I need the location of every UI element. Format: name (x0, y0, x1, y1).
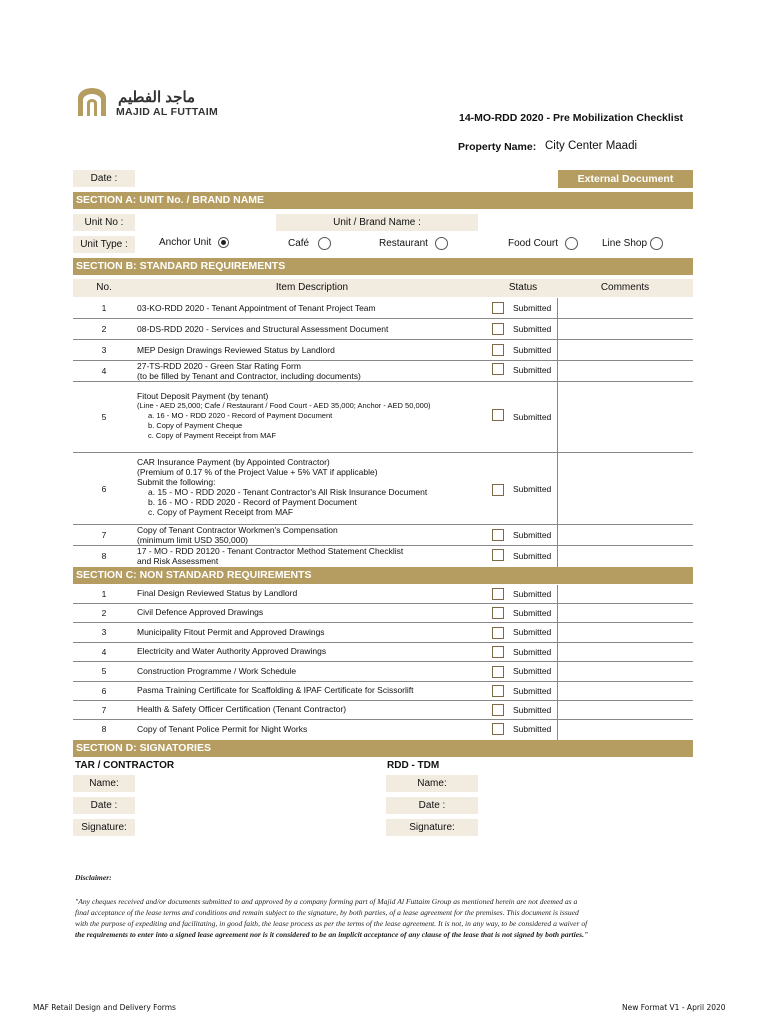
unit-type-food-court[interactable] (508, 237, 578, 250)
table-row: 2 Civil Defence Approved Drawings Submitted (73, 604, 693, 623)
contractor-signature-field[interactable] (137, 819, 337, 836)
status-text: Submitted (513, 484, 552, 494)
table-row: 6 Pasma Training Certificate for Scaffolding & IPAF Certificate for Scissorlift Submitted (73, 682, 693, 701)
radio-line-shop-icon[interactable] (650, 237, 663, 250)
unit-type-restaurant[interactable] (379, 237, 448, 250)
item-description: 17 - MO - RDD 20120 - Tenant Contractor Method Statement Checklist (137, 546, 404, 556)
status-text: Submitted (513, 530, 552, 540)
column-header-description: Item Description (275, 282, 349, 293)
table-row: 5 Construction Programme / Work Schedule Submitted (73, 662, 693, 682)
status-checkbox[interactable] (492, 484, 504, 496)
table-row: 8 17 - MO - RDD 20120 - Tenant Contractor Method Statement Checklist and Risk Assessment Submitted (73, 546, 693, 567)
item-description: Fitout Deposit Payment (by tenant) (137, 391, 269, 401)
date-field[interactable] (137, 170, 337, 187)
item-description-submit: Submit the following: (137, 477, 216, 487)
disclaimer-line: the requirements to enter into a signed lease agreement nor is it considered to be an implicit acceptance of any clause of the lease that is not signed by both parties." (75, 930, 589, 939)
column-header-comments: Comments (600, 282, 650, 293)
disclaimer-title: Disclaimer: (75, 873, 112, 882)
item-description: Copy of Tenant Police Permit for Night Works (137, 724, 308, 734)
table-row: 4 Electricity and Water Authority Approved Drawings Submitted (73, 643, 693, 662)
table-row: 1 03-KO-RDD 2020 - Tenant Appointment of Tenant Project Team Submitted (73, 298, 693, 319)
item-sub-a: a. 15 - MO - RDD 2020 - Tenant Contractor's All Risk Insurance Document (148, 487, 428, 497)
item-description: MEP Design Drawings Reviewed Status by Landlord (137, 345, 335, 355)
contractor-name-label: Name: (73, 775, 135, 792)
status-checkbox[interactable] (492, 549, 504, 561)
item-description: 27-TS-RDD 2020 - Green Star Rating Form (137, 361, 301, 371)
status-checkbox[interactable] (492, 588, 504, 600)
item-description: CAR Insurance Payment (by Appointed Contractor) (137, 457, 330, 467)
unit-type-anchor-label: Anchor Unit (159, 237, 212, 249)
disclaimer-line: with the purpose of expediting and facilitating, in good faith, the lease process as per the terms of the lease agreement. It is not, in any way, to be considered a waiver of (75, 919, 588, 928)
column-header-no: No. (96, 282, 112, 293)
logo-mark-icon (76, 88, 108, 118)
item-description-note: (Premium of 0.17 % of the Project Value + 5% VAT if applicable) (137, 467, 378, 477)
item-description-note: and Risk Assessment (137, 556, 219, 566)
section-c-header: SECTION C: NON STANDARD REQUIREMENTS (73, 567, 693, 584)
status-checkbox[interactable] (492, 646, 504, 658)
status-text: Submitted (513, 686, 552, 696)
property-label: Property Name: (458, 141, 537, 153)
rdd-signature-label: Signature: (386, 819, 478, 836)
status-checkbox[interactable] (492, 666, 504, 678)
section-d-header: SECTION D: SIGNATORIES (73, 740, 693, 757)
item-description: Construction Programme / Work Schedule (137, 666, 297, 676)
status-text: Submitted (513, 666, 552, 676)
status-checkbox[interactable] (492, 627, 504, 639)
status-text: Submitted (513, 324, 552, 334)
status-checkbox[interactable] (492, 607, 504, 619)
item-description: Electricity and Water Authority Approved Drawings (137, 646, 327, 656)
unit-type-cafe-label: Café (288, 238, 310, 250)
rdd-name-label: Name: (386, 775, 478, 792)
rdd-signature-field[interactable] (480, 819, 693, 836)
table-row: 7 Copy of Tenant Contractor Workmen's Compensation (minimum limit USD 350,000) Submitted (73, 525, 693, 546)
status-text: Submitted (513, 551, 552, 561)
item-description-note: (minimum limit USD 350,000) (137, 535, 248, 545)
unit-type-label: Unit Type : (73, 236, 135, 253)
unit-type-line-shop-label: Line Shop (602, 238, 648, 250)
unit-no-field[interactable] (137, 214, 272, 231)
form-title: 14-MO-RDD 2020 - Pre Mobilization Checklist (459, 112, 684, 124)
status-text: Submitted (513, 647, 552, 657)
disclaimer-line: "Any cheques received and/or documents submitted to and approved by a company forming part of Majid Al Futtaim Group as mentioned herein are not deemed as a (75, 897, 578, 906)
section-b-header: SECTION B: STANDARD REQUIREMENTS (73, 258, 693, 275)
unit-type-anchor[interactable] (159, 237, 229, 248)
contractor-signature-label: Signature: (73, 819, 135, 836)
unit-no-label: Unit No : (73, 214, 135, 231)
brand-name-label: Unit / Brand Name : (276, 214, 478, 231)
item-description: Final Design Reviewed Status by Landlord (137, 588, 298, 598)
item-description-note: (to be filled by Tenant and Contractor, including documents) (137, 371, 361, 381)
date-label: Date : (73, 170, 135, 187)
status-checkbox[interactable] (492, 685, 504, 697)
status-text: Submitted (513, 345, 552, 355)
brand-name-field[interactable] (480, 214, 693, 231)
item-description: 03-KO-RDD 2020 - Tenant Appointment of Tenant Project Team (137, 303, 376, 313)
external-document-badge: External Document (558, 170, 693, 188)
item-description: Municipality Fitout Permit and Approved Drawings (137, 627, 325, 637)
status-checkbox[interactable] (492, 323, 504, 335)
table-row: 3 MEP Design Drawings Reviewed Status by Landlord Submitted (73, 340, 693, 361)
item-sub-b: b. Copy of Payment Cheque (148, 421, 243, 430)
rdd-date-field[interactable] (480, 797, 693, 814)
item-sub-b: b. 16 - MO - RDD 2020 - Record of Payment Document (148, 497, 357, 507)
item-description: Civil Defence Approved Drawings (137, 607, 264, 617)
status-checkbox[interactable] (492, 723, 504, 735)
property-value: City Center Maadi (545, 140, 638, 152)
status-checkbox[interactable] (492, 344, 504, 356)
radio-restaurant-icon[interactable] (435, 237, 448, 250)
item-sub-c: c. Copy of Payment Receipt from MAF (148, 431, 276, 440)
disclaimer-line: final acceptance of the lease terms and conditions and remain subject to the signature, by both parties, of a lease agreement for the premises. This document is issued (75, 908, 579, 917)
section-a-header: SECTION A: UNIT No. / BRAND NAME (73, 192, 693, 209)
company-logo (76, 88, 236, 118)
rdd-heading: RDD - TDM (387, 760, 440, 771)
unit-type-cafe[interactable] (288, 237, 331, 250)
item-description: Copy of Tenant Contractor Workmen's Compensation (137, 525, 338, 535)
item-sub-c: c. Copy of Payment Receipt from MAF (148, 507, 294, 517)
status-checkbox[interactable] (492, 704, 504, 716)
table-row: 5 Fitout Deposit Payment (by tenant) (Line - AED 25,000; Cafe / Restaurant / Food Court - AED 35,000; Anchor - AED 50,000) a. 16 - MO - RDD 2020 - Record of Payment Document b. Copy of Payment Cheque c. Copy of Payment Receipt from MAF Submitted (73, 382, 693, 453)
table-header-row (73, 279, 693, 297)
table-row: 1 Final Design Reviewed Status by Landlord Submitted (73, 585, 693, 604)
status-text: Submitted (513, 627, 552, 637)
contractor-heading: TAR / CONTRACTOR (75, 760, 175, 771)
status-text: Submitted (513, 705, 552, 715)
footer-right: New Format V1 - April 2020 (622, 1003, 726, 1012)
status-text: Submitted (513, 412, 552, 422)
radio-food-court-icon[interactable] (565, 237, 578, 250)
table-row: 4 27-TS-RDD 2020 - Green Star Rating Form (to be filled by Tenant and Contractor, including documents) Submitted (73, 361, 693, 382)
table-row: 3 Municipality Fitout Permit and Approved Drawings Submitted (73, 623, 693, 643)
unit-type-food-court-label: Food Court (508, 238, 559, 250)
rdd-name-field[interactable] (480, 775, 693, 792)
contractor-date-field[interactable] (137, 797, 337, 814)
radio-cafe-icon[interactable] (318, 237, 331, 250)
unit-type-line-shop[interactable] (602, 237, 663, 250)
footer-left: MAF Retail Design and Delivery Forms (33, 1003, 176, 1012)
status-checkbox[interactable] (492, 363, 504, 375)
status-text: Submitted (513, 724, 552, 734)
item-sub-a: a. 16 - MO - RDD 2020 - Record of Payment Document (148, 411, 333, 420)
status-text: Submitted (513, 303, 552, 313)
disclaimer-text (75, 896, 695, 940)
item-description: 08-DS-RDD 2020 - Services and Structural Assessment Document (137, 324, 389, 334)
column-header-status: Status (508, 282, 538, 293)
table-row: 6 CAR Insurance Payment (by Appointed Contractor) (Premium of 0.17 % of the Project Value + 5% VAT if applicable) Submit the following: a. 15 - MO - RDD 2020 - Tenant Contractor's All Risk Insurance Document b. 16 - MO - RDD 2020 - Record of Payment Document c. Copy of Payment Receipt from MAF Submitted (73, 453, 693, 525)
logo-arabic: ماجد الفطيم (118, 89, 196, 106)
status-text: Submitted (513, 365, 552, 375)
table-row: 7 Health & Safety Officer Certification (Tenant Contractor) Submitted (73, 701, 693, 720)
status-checkbox[interactable] (492, 302, 504, 314)
item-description: Health & Safety Officer Certification (Tenant Contractor) (137, 704, 347, 714)
radio-anchor-icon[interactable] (218, 237, 229, 248)
status-checkbox[interactable] (492, 409, 504, 421)
status-text: Submitted (513, 589, 552, 599)
unit-type-restaurant-label: Restaurant (379, 238, 428, 250)
status-checkbox[interactable] (492, 529, 504, 541)
item-description-note: (Line - AED 25,000; Cafe / Restaurant / Food Court - AED 35,000; Anchor - AED 50,000) (137, 401, 431, 410)
table-row: 8 Copy of Tenant Police Permit for Night Works Submitted (73, 720, 693, 740)
item-description: Pasma Training Certificate for Scaffolding & IPAF Certificate for Scissorlift (137, 685, 414, 695)
contractor-date-label: Date : (73, 797, 135, 814)
rdd-date-label: Date : (386, 797, 478, 814)
status-text: Submitted (513, 608, 552, 618)
logo-text: MAJID AL FUTTAIM (116, 106, 219, 118)
table-row: 2 08-DS-RDD 2020 - Services and Structural Assessment Document Submitted (73, 319, 693, 340)
contractor-name-field[interactable] (137, 775, 337, 792)
